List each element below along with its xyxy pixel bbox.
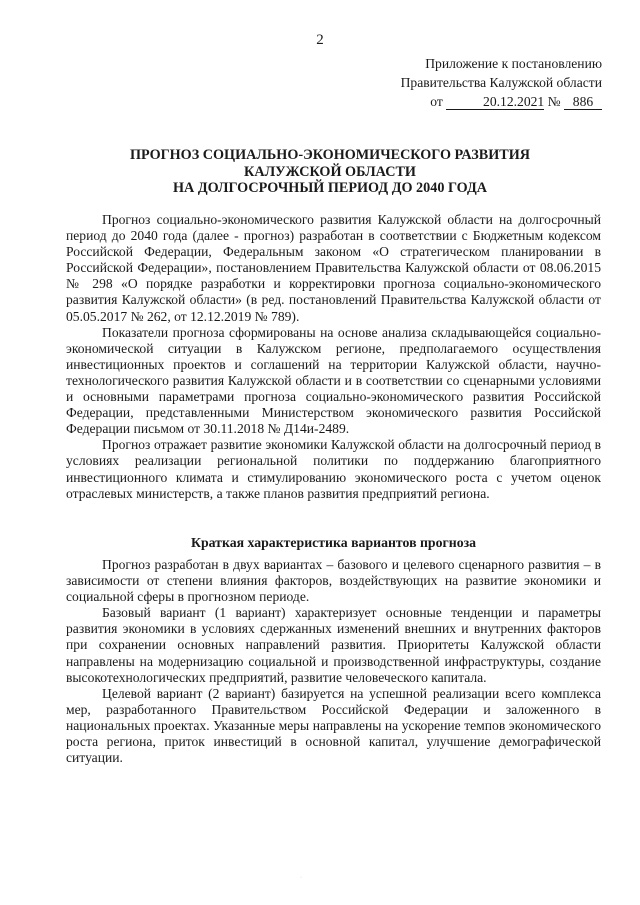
variants-paragraph-3: Целевой вариант (2 вариант) базируется на успешной реализации всего комплекса мер, разработанного Правительством Российской Федерации и заложенного в национальных проектах. Указанные меры направлены на ускорение темпов экономического роста региона, приток инвестиций в основной капитал, улучшение демографической ситуации.: [66, 685, 601, 766]
appendix-number: 886: [564, 94, 602, 110]
appendix-from-label: от: [430, 94, 443, 109]
scan-artifact: ·: [300, 875, 302, 881]
title-line-1: ПРОГНОЗ СОЦИАЛЬНО-ЭКОНОМИЧЕСКОГО РАЗВИТИЯ: [129, 147, 531, 163]
appendix-number-label: №: [547, 94, 561, 109]
variants-paragraph-1: Прогноз разработан в двух вариантах – базового и целевого сценарного развития – в зависимости от степени влияния факторов, воздействующих на развитие экономики и социальной сферы в прогнозном периоде.: [66, 557, 601, 605]
appendix-date: 20.12.2021: [446, 94, 544, 110]
section-heading: Краткая характеристика вариантов прогноза: [190, 535, 477, 550]
title-line-2: КАЛУЖСКОЙ ОБЛАСТИ: [244, 163, 416, 180]
appendix-date-line: [380, 92, 602, 111]
intro-section: [66, 212, 601, 502]
intro-paragraph-1: Прогноз социально-экономического развития Калужской области на долгосрочный период до 2040 года (далее - прогноз) разработан в соответствии с Бюджетным кодексом Российской Федерации, Федеральным законом «О стратегическом планировании в Российской Федерации», постановлением Правительства Калужской области от 08.06.2015 № 298 «О порядке разработки и корректировки прогноза социально-экономического развития Калужской области» (в ред. постановлений Правительства Калужской области от 05.05.2017 № 262, от 12.12.2019 № 789).: [66, 212, 601, 324]
variants-paragraph-2: Базовый вариант (1 вариант) характеризует основные тенденции и параметры развития экономики в условиях сдержанных изменений внешних и внутренних факторов при сохранении основных направлений развития. Приоритеты Калужской области направлены на модернизацию социальной и производственной инфраструктуры, создание высокотехнологических предприятий, развитие человеческого капитала.: [66, 605, 601, 685]
intro-paragraph-3: Прогноз отражает развитие экономики Калужской области на долгосрочный период в условиях реализации региональной политики по поддержанию благоприятного инвестиционного климата и стимулированию экономического роста с учетом оценок отраслевых министерств, а также планов развития предприятий региона.: [66, 437, 601, 501]
appendix-header: [380, 54, 602, 111]
appendix-line-1: Приложение к постановлению: [425, 56, 602, 71]
title-line-3: НА ДОЛГОСРОЧНЫЙ ПЕРИОД ДО 2040 ГОДА: [173, 180, 487, 196]
variants-section: [66, 557, 601, 766]
appendix-line-2: Правительства Калужской области: [400, 75, 602, 90]
document-title: [60, 147, 600, 197]
page-number: 2: [316, 32, 324, 48]
intro-paragraph-2: Показатели прогноза сформированы на основе анализа складывающейся социально-экономической ситуации в Калужском регионе, предполагаемого осуществления инвестиционных проектов и соглашений на территории Калужской области, научно-технологического развития Калужской области и в соответствии со сценарными условиями и основными параметрами прогноза социально-экономического развития Российской Федерации, представленными Министерством экономического развития Российской Федерации письмом от 30.11.2018 № Д14и-2489.: [66, 324, 601, 437]
